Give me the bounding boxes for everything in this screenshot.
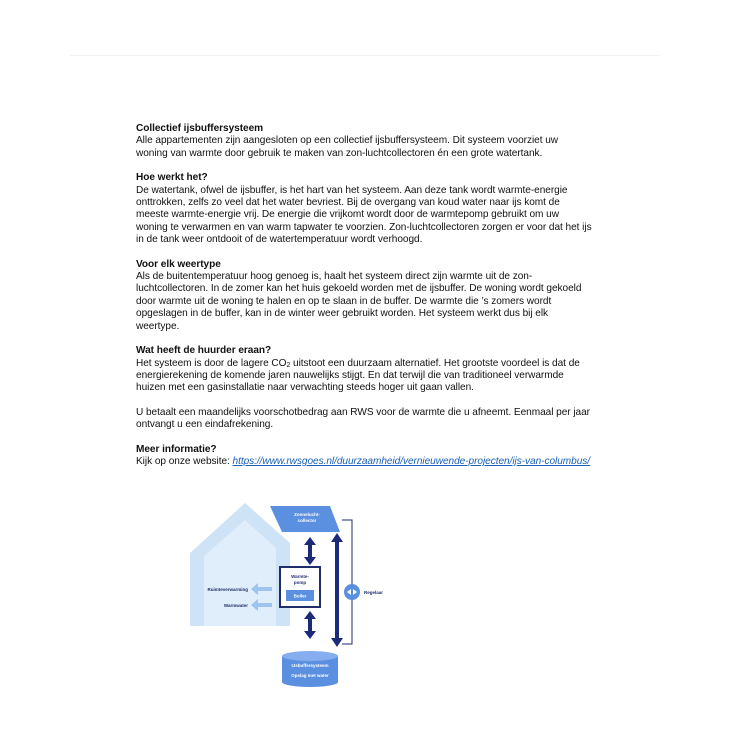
section-text	[136, 358, 592, 395]
section-hoe-werkt-het	[136, 172, 592, 246]
heatpump-label-2: pomp	[293, 580, 307, 585]
text-part: uitstoot een duurzaam alternatief. Het grootste voordeel is dat de energierekening de komende jaren nauwelijks stijgt. En dat terwijl die van traditioneel verwarmde huizen met een gasinstallatie naar verwachting steeds hoger uit gaan vallen.	[136, 357, 580, 394]
ice-buffer-diagram	[190, 498, 430, 693]
space-heating-label: Ruimteverwarming	[207, 587, 248, 592]
text-part: Het systeem is door de lagere CO	[136, 357, 287, 369]
arrow-collector-tank	[331, 533, 343, 647]
section-text: De watertank, ofwel de ijsbuffer, is het hart van het systeem. Aan deze tank wordt warmte-energie onttrokken, zelfs zo veel dat het water bevriest. Bij de overgang van koud water naar ijs komt de meeste warmte-energie vrij. De energie die vrijkomt wordt door de warmtepomp gebruikt om uw woning te verwarmen en van warm tapwater te voorzien. Zon-luchtcollectoren zorgen er voor dat het ijs in de tank weer ontdooit of de watertemperatuur wordt verhoogd.	[136, 184, 592, 246]
website-link[interactable]: https://www.rwsgoes.nl/duurzaamheid/vernieuwende-projecten/ijs-van-columbus/	[232, 455, 591, 467]
ice-buffer-tank	[282, 651, 338, 687]
section-meer-informatie	[136, 444, 592, 469]
co2-subscript: 2	[286, 361, 291, 369]
section-collectief	[136, 123, 592, 160]
section-huurder	[136, 345, 592, 395]
section-text	[136, 456, 592, 468]
section-heading: Wat heeft de huurder eraan?	[136, 345, 272, 357]
heatpump-label-1: Warmte-	[291, 574, 309, 579]
tank-label-2: Opslag met water	[291, 673, 329, 678]
arrow-heatpump-tank	[304, 611, 316, 639]
section-heading: Meer informatie?	[136, 443, 217, 455]
collector-label-1: Zonnelucht-	[294, 512, 320, 517]
boiler-label: Boiler	[293, 593, 307, 599]
document-body	[136, 123, 592, 480]
section-text: Alle appartementen zijn aangesloten op een collectief ijsbuffersysteem. Dit systeem voorziet uw woning van warmte door gebruik te maken van zon-luchtcollectoren én een grote watertank.	[136, 135, 559, 159]
website-label: Kijk op onze website:	[136, 455, 233, 467]
section-text: Als de buitentemperatuur hoog genoeg is, haalt het systeem direct zijn warmte uit de zon-luchtcollectoren. In de zomer kan het huis gekoeld worden met de ijsbuffer. De woning wordt gekoeld door warmte uit de woning te halen en op te slaan in de buffer. De warmte die ’s zomers wordt opgeslagen in de buffer, kan in de winter weer gebruikt worden. Het systeem werkt dus bij elk weertype.	[136, 271, 582, 332]
hot-water-label: Warmwater	[223, 603, 248, 608]
regulator-bracket	[342, 520, 352, 644]
collector-label-2: collector	[297, 518, 317, 523]
regulator-label: Regelaar	[364, 590, 384, 595]
regulator-icon	[344, 584, 360, 600]
page-top-edge	[70, 55, 660, 56]
payment-paragraph: U betaalt een maandelijks voorschotbedrag aan RWS voor de warmte die u afneemt. Eenmaal per jaar ontvangt u een eindafrekening.	[136, 406, 590, 431]
section-weertype	[136, 259, 592, 333]
section-heading: Collectief ijsbuffersysteem	[136, 123, 264, 134]
section-heading: Voor elk weertype	[136, 258, 221, 270]
section-heading: Hoe werkt het?	[136, 172, 208, 184]
tank-label-1: IJsbuffersysteem	[291, 663, 329, 668]
arrow-collector-heatpump	[304, 537, 316, 565]
